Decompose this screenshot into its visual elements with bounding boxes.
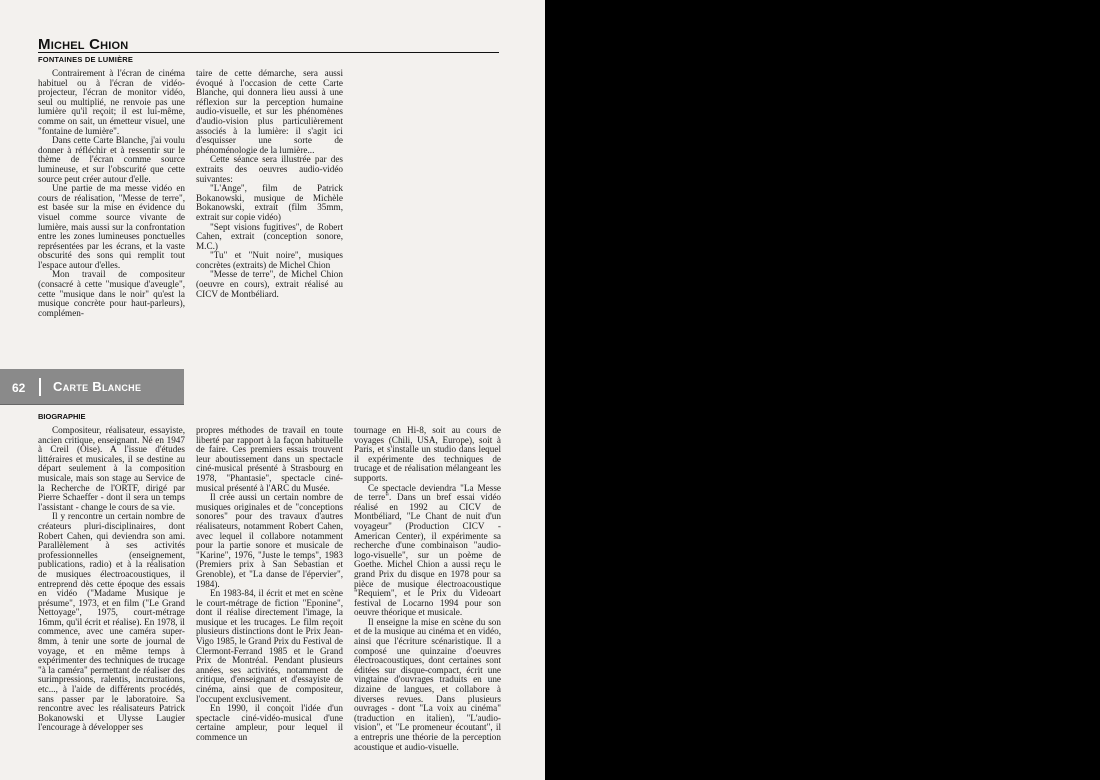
intro-paragraph: Mon travail de compositeur (consacré à cette "musique d'aveugle", cette "musique dans le noir" qu'est la musique concrète pour haut-parleurs), complémen- [38, 269, 185, 318]
blank-dark-area [545, 0, 1100, 780]
bio-paragraph: Il y rencontre un certain nombre de créateurs pluri-disciplinaires, dont Robert Cahen, qui deviendra son ami. Parallèlement à ses activités professionnelles (enseignement, publications, radio) et à la réalisation de musiques électroacoustiques, il entreprend dès cette époque des essais en vidéo ("Madame Musique je présume", 1973, et en film ("Le Grand Nettoyage", 1975, court-métrage 16mm, qu'il écrit et réalise). En 1978, il commence, avec une caméra super-8mm, à tenir une sorte de journal de voyage, et en même temps à expérimenter des techniques de trucage "à la caméra" permettant de réaliser des surimpressions, ralentis, incrustations, etc..., à l'aide de différents procédés, sans passer par le laboratoire. Sa rencontre avec les réalisateurs Patrick Bokanowski et Ulysse Laugier l'encourage à développer ses [38, 511, 185, 733]
magazine-page [0, 0, 545, 780]
bio-paragraph: tournage en Hi-8, soit au cours de voyages (Chili, USA, Europe), soit à Paris, et s'installe un studio dans lequel il expérimente des techniques de trucage et de réalisation mélangeant les supports. [354, 425, 501, 483]
bio-paragraph: Ce spectacle deviendra "La Messe de terre". Dans un bref essai vidéo réalisé en 1992 au CICV de Montbéliard, "Le Chant de nuit d'un voyageur" (Production CICV - American Center), il expérimente sa recherche d'une combinaison "audio-logo-visuelle", sur un poème de Goethe. Michel Chion a aussi reçu le grand Prix du disque en 1978 pour sa pièce de musique électroacoustique "Requiem", et le Prix du Videoart festival de Locarno 1994 pour son oeuvre théorique et musicale. [354, 482, 501, 618]
work-listing: "L'Ange", film de Patrick Bokanowski, musique de Michèle Bokanowski, extrait (film 35mm, extrait sur copie vidéo) [196, 183, 343, 222]
bio-column-1 [38, 426, 185, 733]
work-listing: "Messe de terre", de Michel Chion (oeuvre en cours), extrait réalisé au CICV de Montbéliard. [196, 269, 343, 299]
banner-divider [39, 378, 41, 396]
intro-paragraph: Contrairement à l'écran de cinéma habituel ou à l'écran de vidéo-projecteur, l'écran de monitor vidéo, seul ou multiplié, ne renvoie pas une lumière qu'il reçoit; il est lui-même, comme on sait, un émetteur visuel, une "fontaine de lumière". [38, 68, 185, 136]
biography-heading: BIOGRAPHIE [38, 412, 86, 421]
bio-paragraph: Compositeur, réalisateur, essayiste, ancien critique, enseignant. Né en 1947 à Creil (Oise). A l'issue d'études littéraires et musicales, il se destine au départ seulement à la composition musicale, mais son stage au Service de la Recherche de l'ORTF, dirigé par Pierre Schaeffer - dont il sera un temps l'assistant - change le cours de sa vie. [38, 425, 185, 512]
article-subtitle: FONTAINES DE LUMIÈRE [38, 55, 134, 64]
intro-column-1 [38, 69, 185, 318]
section-title: Carte Blanche [53, 379, 142, 394]
intro-paragraph: Une partie de ma messe vidéo en cours de réalisation, "Messe de terre", est basée sur la mise en évidence du visuel comme source vivante de lumière, mais aussi sur la confrontation entre les zones lumineuses ponctuelles représentées par les écrans, et la vaste obscurité des sons qui remplit tout l'espace autour d'elles. [38, 183, 185, 270]
bio-paragraph: Il crée aussi un certain nombre de musiques originales et de "conceptions sonores" pour des travaux d'autres réalisateurs, notamment Robert Cahen, avec lequel il collabore notamment pour la partie sonore et musicale de "Karine", 1976, "Juste le temps", 1983 (Premiers prix à San Sebastian et Grenoble), et "La danse de l'épervier", 1984). [196, 492, 343, 589]
bio-column-3 [354, 426, 501, 752]
bio-paragraph: En 1983-84, il écrit et met en scène le court-métrage de fiction "Eponine", dont il réalise directement l'image, la musique et les trucages. Le film reçoit plusieurs distinctions dont le Prix Jean-Vigo 1985, le Grand Prix du Festival de Clermont-Ferrand 1985 et le Grand Prix de Montréal. Pendant plusieurs années, ses activités, notamment de critique, d'enseignant et d'essayiste de cinéma, ainsi que de compositeur, l'occupent exclusivement. [196, 588, 343, 704]
section-banner [0, 369, 184, 405]
page-number: 62 [12, 381, 26, 395]
author-name: Michel Chion [38, 36, 129, 53]
intro-column-2 [196, 69, 343, 299]
header-rule [38, 52, 499, 53]
bio-paragraph: Il enseigne la mise en scène du son et de la musique au cinéma et en vidéo, ainsi que l'écriture scénaristique. Il a composé une quinzaine d'oeuvres électroacoustiques, dont certaines sont éditées sur disque-compact, écrit une vingtaine d'ouvrages traduits en une dizaine de langues, et collabore à diverses revues. Dans plusieurs ouvrages - dont "La voix au cinéma" (traduction en italien), "L'audio-vision", et "Le promeneur écoutant", il a entrepris une théorie de la perception acoustique et audio-visuelle. [354, 616, 501, 752]
work-listing: "Tu" et "Nuit noire", musiques concrètes (extraits) de Michel Chion [196, 250, 343, 270]
bio-column-2 [196, 426, 343, 743]
bio-paragraph: En 1990, il conçoit l'idée d'un spectacle ciné-vidéo-musical d'une certaine ampleur, pour lequel il commence un [196, 703, 343, 742]
intro-paragraph: Cette séance sera illustrée par des extraits des oeuvres audio-vidéo suivantes: [196, 154, 343, 184]
intro-paragraph: taire de cette démarche, sera aussi évoqué à l'occasion de cette Carte Blanche, qui donnera lieu aussi à une réflexion sur la perception humaine audio-visuelle, et sur les phénomènes d'audio-vision plus particulièrement associés à la lumière: il s'agit ici d'esquisser une sorte de phénoménologie de la lumière... [196, 68, 343, 155]
intro-paragraph: Dans cette Carte Blanche, j'ai voulu donner à réfléchir et à ressentir sur le thème de l'écran comme source lumineuse, et sur l'obscurité que cette source peut créer autour d'elle. [38, 135, 185, 184]
banner-underline [0, 404, 184, 405]
work-listing: "Sept visions fugitives", de Robert Cahen, extrait (conception sonore, M.C.) [196, 221, 343, 251]
bio-paragraph: propres méthodes de travail en toute liberté par rapport à la façon habituelle de faire. Ces premiers essais trouvent leur aboutissement dans un spectacle ciné-musical présenté à Strasbourg en 1978, "Phantasie", spectacle ciné-musical présenté à l'ARC du Musée. [196, 425, 343, 493]
